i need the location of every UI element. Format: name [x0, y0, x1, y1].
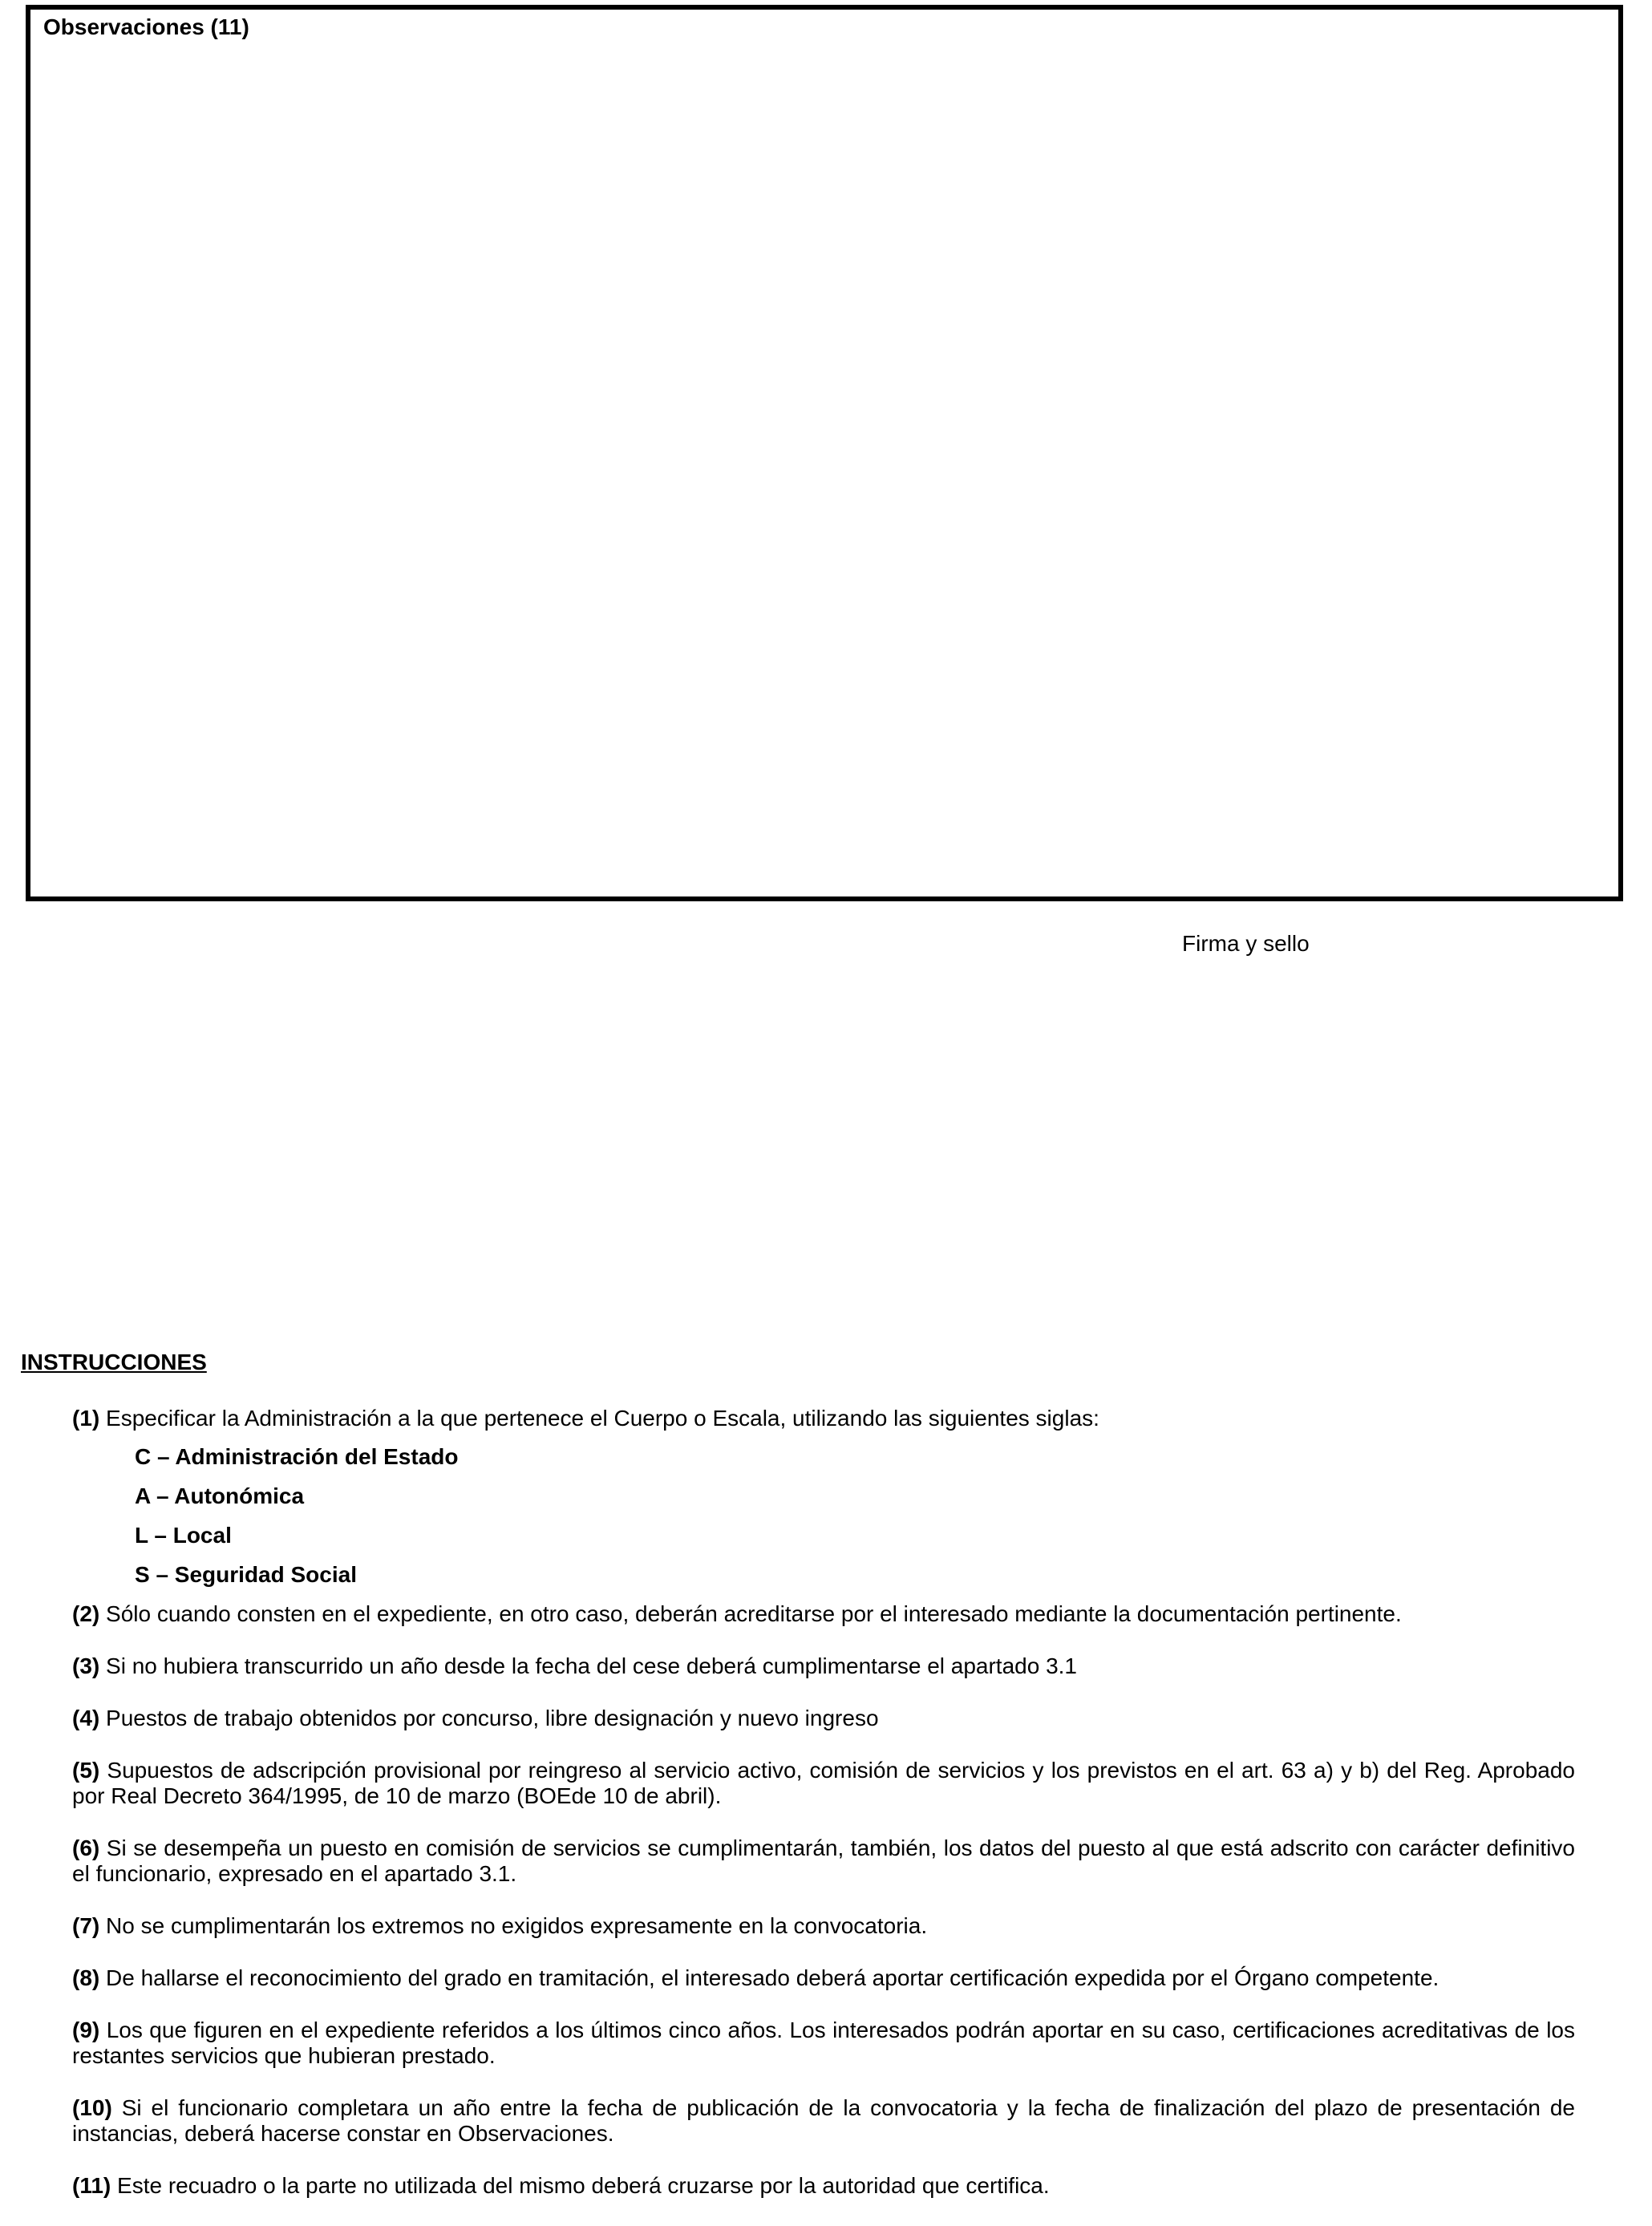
instruction-number: (3): [72, 1653, 100, 1678]
instruction-text: De hallarse el reconocimiento del grado en tramitación, el interesado deberá aportar certificación expedida por el Órgano competente.: [106, 1965, 1439, 1990]
instruction-text: Si se desempeña un puesto en comisión de servicios se cumplimentarán, también, los datos del puesto al que está adscrito con carácter definitivo el funcionario, expresado en el apartado 3.1.: [72, 1835, 1575, 1886]
instruction-number: (10): [72, 2095, 112, 2120]
instruction-text: Este recuadro o la parte no utilizada del mismo deberá cruzarse por la autoridad que certifica.: [117, 2173, 1050, 2198]
observaciones-box[interactable]: [26, 5, 1623, 901]
instruction-text: Especificar la Administración a la que pertenece el Cuerpo o Escala, utilizando las siguientes siglas:: [106, 1406, 1099, 1431]
instruction-number: (7): [72, 1913, 100, 1938]
instruction-text: Supuestos de adscripción provisional por reingreso al servicio activo, comisión de servicios y los previstos en el art. 63 a) y b) del Reg. Aprobado por Real Decreto 364/1995, de 10 de marzo (BOEde 10 de abril).: [72, 1758, 1575, 1808]
instruction-item-2: [72, 1601, 1575, 1627]
instrucciones-heading: INSTRUCCIONES: [21, 1350, 207, 1374]
instruction-text: Si no hubiera transcurrido un año desde la fecha del cese deberá cumplimentarse el apartado 3.1: [106, 1653, 1078, 1678]
instruction-number: (11): [72, 2173, 111, 2198]
instruction-item-1: [72, 1406, 1575, 1431]
instruction-number: (5): [72, 1758, 100, 1783]
sigla-estado: C – Administración del Estado: [135, 1444, 459, 1469]
instruction-item-11: [72, 2173, 1575, 2199]
instruction-number: (9): [72, 2018, 100, 2042]
instruction-item-3: [72, 1653, 1575, 1679]
instruction-text: Sólo cuando consten en el expediente, en otro caso, deberán acreditarse por el interesado mediante la documentación pertinente.: [106, 1601, 1402, 1626]
instruction-item-10: [72, 2095, 1575, 2147]
instruction-item-5: [72, 1758, 1575, 1809]
instruction-text: Los que figuren en el expediente referidos a los últimos cinco años. Los interesados podrán aportar en su caso, certificaciones acreditativas de los restantes servicios que hubieran prestado.: [72, 2018, 1576, 2068]
firma-y-sello-label: Firma y sello: [1182, 931, 1310, 956]
instruction-item-8: [72, 1965, 1575, 1991]
observaciones-title: Observaciones (11): [43, 14, 249, 39]
instruction-number: (8): [72, 1965, 100, 1990]
instruction-text: Puestos de trabajo obtenidos por concurso, libre designación y nuevo ingreso: [106, 1706, 879, 1730]
instruction-number: (2): [72, 1601, 100, 1626]
instruction-item-9: [72, 2018, 1575, 2069]
sigla-seguridad-social: S – Seguridad Social: [135, 1562, 357, 1587]
instruction-item-7: [72, 1913, 1575, 1939]
instruction-item-6: [72, 1835, 1575, 1887]
sigla-autonomica: A – Autonómica: [135, 1483, 305, 1508]
instruction-item-4: [72, 1706, 1575, 1731]
sigla-local: L – Local: [135, 1523, 232, 1548]
instruction-text: No se cumplimentarán los extremos no exigidos expresamente en la convocatoria.: [106, 1913, 928, 1938]
instruction-number: (6): [72, 1835, 100, 1860]
instruction-number: (4): [72, 1706, 100, 1730]
instruction-text: Si el funcionario completara un año entre la fecha de publicación de la convocatoria y la fecha de finalización del plazo de presentación de instancias, deberá hacerse constar en Observaciones.: [72, 2095, 1576, 2146]
instruction-number: (1): [72, 1406, 100, 1431]
